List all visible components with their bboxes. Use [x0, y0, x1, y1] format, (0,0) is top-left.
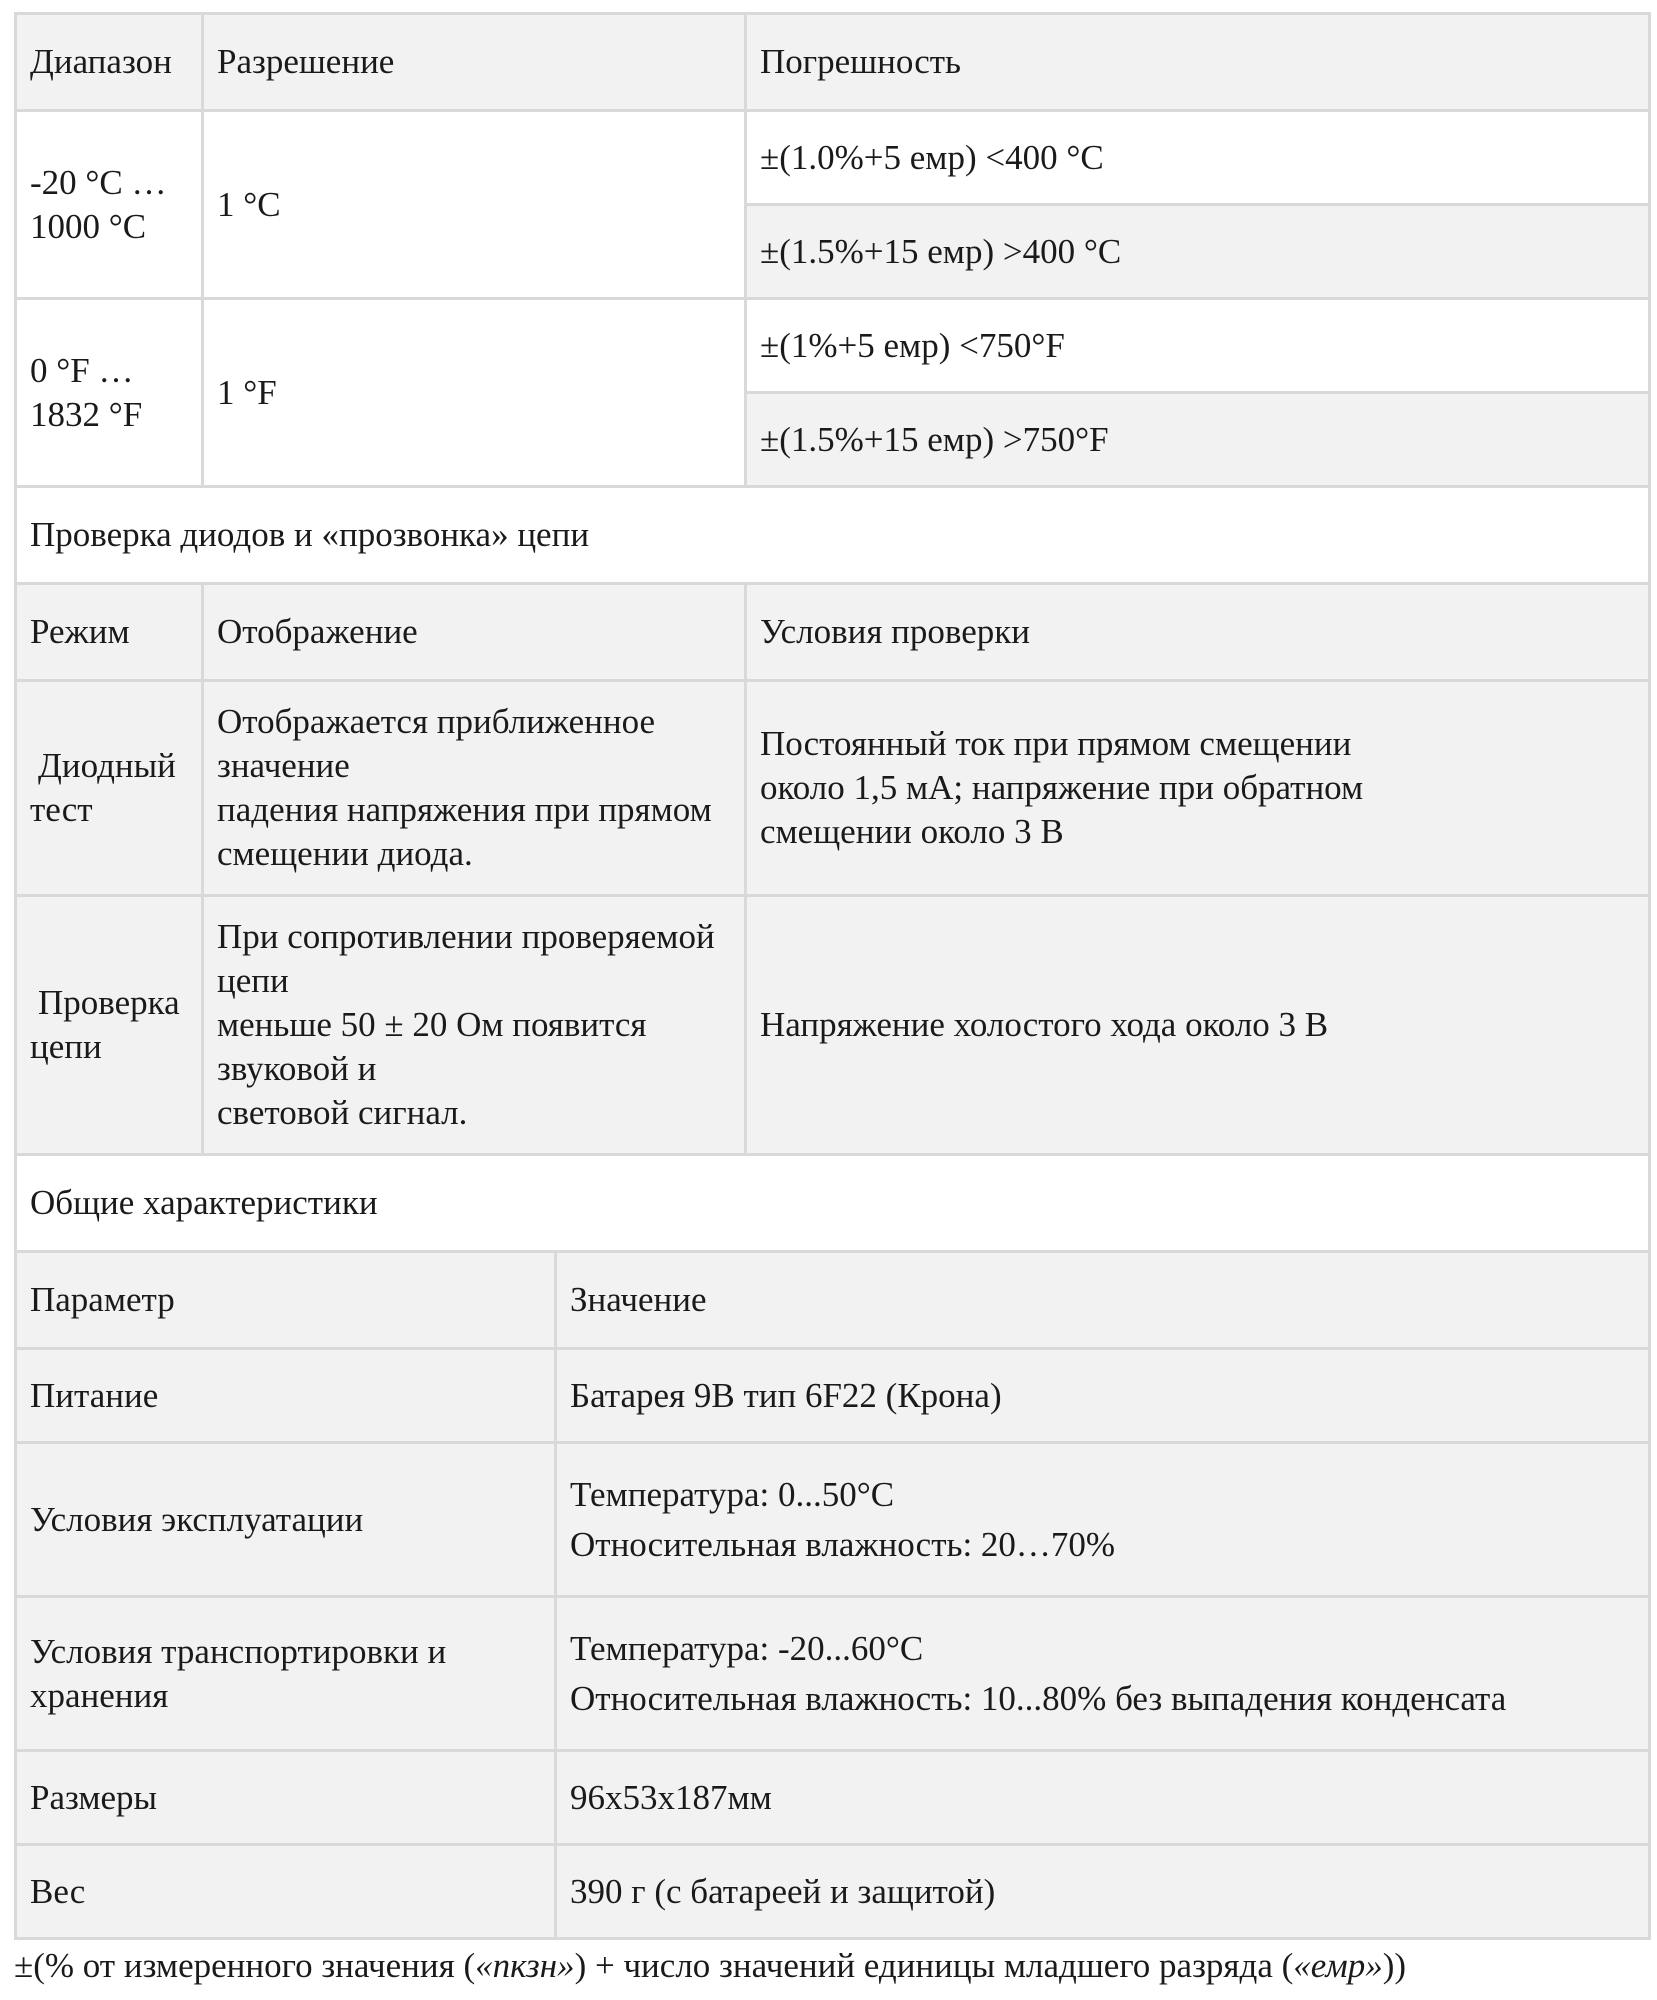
value-cell: Температура: 0...50°С Относительная влажность: 20…70%: [556, 1443, 1650, 1597]
header-range: Диапазон: [16, 14, 203, 111]
header-conditions: Условия проверки: [746, 584, 1650, 681]
resolution-cell: 1 °F: [203, 299, 746, 487]
header-accuracy: Погрешность: [746, 14, 1650, 111]
header-display: Отображение: [203, 584, 746, 681]
general-header-row: [16, 1252, 1650, 1349]
param-cell: Размеры: [16, 1751, 556, 1845]
header-resolution: Разрешение: [203, 14, 746, 111]
header-parameter: Параметр: [16, 1252, 556, 1349]
diode-row: [16, 681, 1650, 896]
continuity-row: [16, 896, 1650, 1155]
general-row-weight: [16, 1845, 1650, 1939]
general-row-operating: [16, 1443, 1650, 1597]
accuracy-cell: ±(1.5%+15 емр) >400 °C: [746, 205, 1650, 299]
conditions-cell: Постоянный ток при прямом смещении около 1,5 мА; напряжение при обратном смещении около 3 В: [746, 681, 1650, 896]
header-mode: Режим: [16, 584, 203, 681]
general-row-dimensions: [16, 1751, 1650, 1845]
resolution-cell: 1 °C: [203, 111, 746, 299]
spec-document: [14, 12, 1648, 1940]
accuracy-cell: ±(1%+5 емр) <750°F: [746, 299, 1650, 393]
range-cell: -20 °C … 1000 °C: [16, 111, 203, 299]
conditions-cell: Напряжение холостого хода около 3 В: [746, 896, 1650, 1155]
accuracy-cell: ±(1.0%+5 емр) <400 °C: [746, 111, 1650, 205]
temp-row-celsius: [16, 111, 1650, 205]
footnote-abbr-emr: «емр»: [1293, 1946, 1383, 1985]
footnote: ±(% от измеренного значения («пкзн») + число значений единицы младшего разряда («емр»)): [14, 1946, 1407, 1985]
param-cell: Условия транспортировки и хранения: [16, 1597, 556, 1751]
range-cell: 0 °F … 1832 °F: [16, 299, 203, 487]
general-section-title: Общие характеристики: [16, 1155, 1650, 1252]
value-cell: Температура: -20...60°С Относительная влажность: 10...80% без выпадения конденсата: [556, 1597, 1650, 1751]
param-cell: Условия эксплуатации: [16, 1443, 556, 1597]
mode-cell: Проверка цепи: [16, 896, 203, 1155]
general-row-storage: [16, 1597, 1650, 1751]
display-cell: При сопротивлении проверяемой цепи меньше 50 ± 20 Ом появится звуковой и световой сигнал.: [203, 896, 746, 1155]
mode-cell: Диодный тест: [16, 681, 203, 896]
temp-row-fahrenheit: [16, 299, 1650, 393]
footnote-abbr-pkzn: «пкзн»: [475, 1946, 575, 1985]
header-value: Значение: [556, 1252, 1650, 1349]
value-cell: 390 г (с батареей и защитой): [556, 1845, 1650, 1939]
param-cell: Питание: [16, 1349, 556, 1443]
accuracy-cell: ±(1.5%+15 емр) >750°F: [746, 393, 1650, 487]
general-row-power: [16, 1349, 1650, 1443]
diode-header-row: [16, 584, 1650, 681]
diode-section-title: Проверка диодов и «прозвонка» цепи: [16, 487, 1650, 584]
general-section-row: [16, 1155, 1650, 1252]
param-cell: Вес: [16, 1845, 556, 1939]
display-cell: Отображается приближенное значение падения напряжения при прямом смещении диода.: [203, 681, 746, 896]
temp-header-row: [16, 14, 1650, 111]
diode-section-row: [16, 487, 1650, 584]
value-cell: 96х53х187мм: [556, 1751, 1650, 1845]
value-cell: Батарея 9В тип 6F22 (Крона): [556, 1349, 1650, 1443]
spec-table: [14, 12, 1651, 1940]
